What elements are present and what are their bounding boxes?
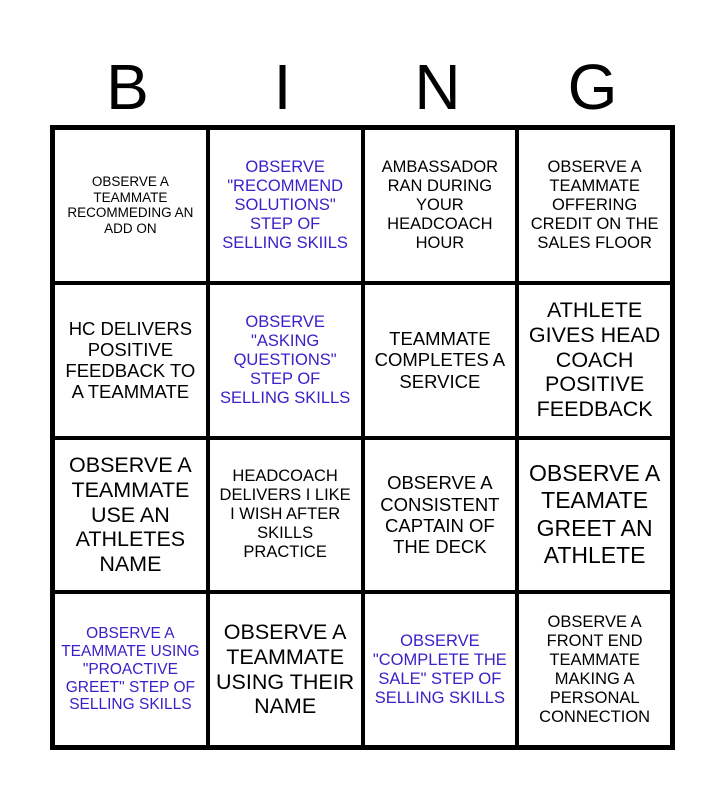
- cell-text: AMBASSADOR RAN DURING YOUR HEADCOACH HOUR: [381, 157, 499, 252]
- cell-text: OBSERVE "RECOMMEND SOLUTIONS" STEP OF SELLING SKIILS: [222, 157, 348, 252]
- bingo-cell[interactable]: [517, 128, 672, 283]
- cell-text: OBSERVE "COMPLETE THE SALE" STEP OF SELLING SKILLS: [372, 631, 507, 707]
- bingo-cell[interactable]: [53, 592, 208, 747]
- bingo-cell[interactable]: [517, 592, 672, 747]
- cell-text: OBSERVE "ASKING QUESTIONS" STEP OF SELLING SKILLS: [220, 312, 351, 407]
- header-letter-g: G: [567, 51, 618, 123]
- bingo-card-grid: [50, 125, 675, 750]
- cell-text: OBSERVE A TEAMMATE RECOMMEDING AN ADD ON: [67, 174, 194, 236]
- bingo-cell[interactable]: [208, 438, 363, 593]
- header-letter-n: N: [414, 51, 461, 123]
- cell-text: OBSERVE A FRONT END TEAMMATE MAKING A PERSONAL CONNECTION: [539, 612, 651, 726]
- cell-text: OBSERVE A TEAMMATE USE AN ATHLETES NAME: [69, 453, 192, 576]
- cell-text: OBSERVE A TEAMMATE USING "PROACTIVE GREET" STEP OF SELLING SKILLS: [61, 625, 200, 714]
- bingo-cell[interactable]: [53, 438, 208, 593]
- cell-text: HEADCOACH DELIVERS I LIKE I WISH AFTER SKILLS PRACTICE: [219, 467, 351, 562]
- bingo-cell[interactable]: [208, 128, 363, 283]
- bingo-cell[interactable]: [517, 438, 672, 593]
- cell-text: ATHLETE GIVES HEAD COACH POSITIVE FEEDBACK: [528, 298, 661, 422]
- cell-text: OBSERVE A TEAMMATE USING THEIR NAME: [216, 620, 355, 719]
- bingo-cell[interactable]: [363, 283, 518, 438]
- cell-text: TEAMMATE COMPLETES A SERVICE: [374, 328, 506, 392]
- header-letter-i: I: [273, 51, 292, 123]
- bingo-header: [50, 52, 675, 122]
- header-letter-b: B: [106, 51, 149, 123]
- bingo-cell[interactable]: [363, 438, 518, 593]
- cell-text: HC DELIVERS POSITIVE FEEDBACK TO A TEAMMATE: [65, 317, 196, 403]
- bingo-cell[interactable]: [208, 283, 363, 438]
- bingo-cell[interactable]: [363, 128, 518, 283]
- bingo-cell[interactable]: [363, 592, 518, 747]
- cell-text: OBSERVE A TEAMMATE OFFERING CREDIT ON THE SALES FLOOR: [530, 157, 659, 252]
- cell-text: OBSERVE A CONSISTENT CAPTAIN OF THE DECK: [380, 472, 500, 558]
- bingo-cell[interactable]: [53, 283, 208, 438]
- bingo-cell[interactable]: [517, 283, 672, 438]
- bingo-cell[interactable]: [53, 128, 208, 283]
- bingo-cell[interactable]: [208, 592, 363, 747]
- cell-text: OBSERVE A TEAMATE GREET AN ATHLETE: [528, 459, 661, 569]
